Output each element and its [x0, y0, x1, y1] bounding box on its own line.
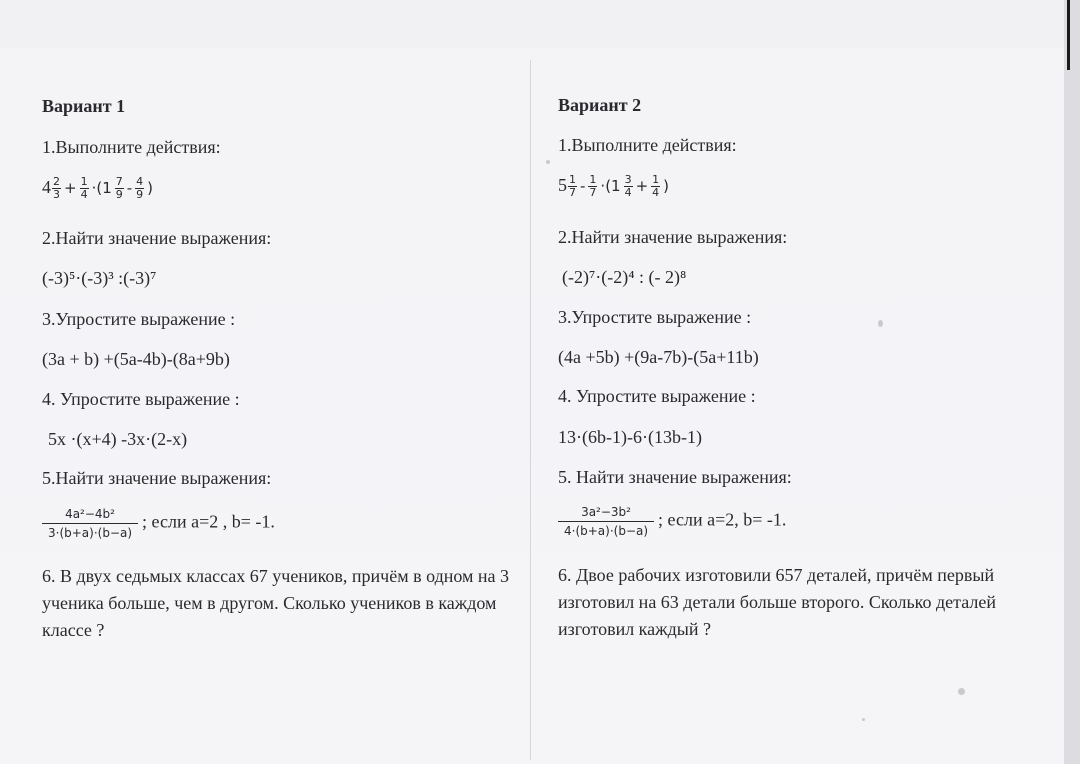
v1-task5-expression: [42, 506, 275, 546]
v2-task4-label: 4. Упростите выражение :: [558, 386, 756, 406]
v2-task5-label: 5. Найти значение выражения:: [558, 467, 792, 487]
v2-task5-expression: [558, 504, 786, 544]
v1-task3-expression: (3a + b) +(5a-4b)-(8a+9b): [42, 349, 230, 369]
v2-operator: -: [580, 177, 586, 195]
v2-task5-fraction: $\frac{\text{3a²−3b²}}{4\cdot(b+a)\cdot(b-a)}$: [558, 504, 654, 539]
v1-task3-label: 3.Упростите выражение :: [42, 309, 236, 329]
scan-speck: [958, 688, 965, 695]
variant-1-title: Вариант 1: [42, 96, 126, 116]
v1-fraction: $\frac{7}{9}$: [115, 175, 123, 202]
scan-speck: [862, 718, 865, 721]
v2-mixed-integer: 5: [558, 175, 567, 195]
v1-task5-condition: ; если a=2 , b= -1.: [142, 511, 275, 532]
v2-task3-label: 3.Упростите выражение :: [558, 307, 752, 327]
v1-multiply-paren: ·(1: [91, 179, 112, 197]
scan-top-margin: [0, 0, 1064, 48]
v1-operator: -: [126, 179, 133, 197]
v1-task1-expression: [42, 176, 155, 208]
column-divider: [530, 60, 531, 760]
v1-fraction: $\frac{2}{3}$: [53, 175, 60, 202]
v1-task2-expression: (-3)⁵·(-3)³ :(-3)⁷: [42, 268, 157, 288]
v1-task4-expression: 5x ·(x+4) -3x·(2-x): [48, 429, 188, 449]
v2-task4-expression: 13·(6b-1)-6·(13b-1): [558, 427, 702, 447]
v2-task2-label: 2.Найти значение выражения:: [558, 227, 788, 247]
v1-task1-label: 1.Выполните действия:: [42, 137, 221, 157]
v2-task6-text: 6. Двое рабочих изготовили 657 деталей, причём первый изготовил на 63 детали больше второго. Сколько деталей изготовил каждый ?: [558, 565, 996, 639]
v1-close-paren: ): [147, 179, 154, 197]
scan-speck: [878, 320, 883, 327]
v2-fraction: $\frac{1}{7}$: [589, 173, 597, 200]
v2-close-paren: ): [663, 177, 670, 195]
v1-task4-label: 4. Упростите выражение :: [42, 389, 240, 409]
v1-task6-text: 6. В двух седьмых классах 67 учеников, причём в одном на 3 ученика больше, чем в другом. Сколько учеников в каждом классе ?: [42, 566, 510, 640]
v2-fraction: $\frac{3}{4}$: [624, 173, 632, 200]
v2-task3-expression: (4a +5b) +(9a-7b)-(5a+11b): [558, 347, 759, 367]
v1-operator: +: [64, 179, 77, 197]
v2-fraction: $\frac{1}{4}$: [652, 173, 660, 200]
v2-task1-expression: [558, 174, 671, 206]
scan-edge-shadow: [1067, 0, 1070, 70]
v2-fraction: $\frac{1}{7}$: [569, 173, 576, 200]
v2-multiply-paren: ·(1: [600, 177, 621, 195]
v2-task5-condition: ; если a=2, b= -1.: [658, 509, 787, 530]
v2-task1-label: 1.Выполните действия:: [558, 135, 737, 155]
variant-2-title: Вариант 2: [558, 95, 642, 115]
v1-mixed-integer: 4: [42, 177, 51, 197]
v1-fraction: $\frac{4}{9}$: [136, 175, 144, 202]
v1-task5-label: 5.Найти значение выражения:: [42, 468, 272, 488]
v2-task2-expression: (-2)⁷·(-2)⁴ : (- 2)⁸: [562, 267, 687, 287]
scan-right-edge: [1064, 0, 1080, 764]
scan-speck: [546, 160, 550, 164]
v1-task2-label: 2.Найти значение выражения:: [42, 228, 272, 248]
v1-task5-fraction: $\frac{\text{4a²−4b²}}{3\cdot(b+a)\cdot(b-a)}$: [42, 506, 138, 541]
v1-fraction: $\frac{1}{4}$: [80, 175, 88, 202]
v2-operator: +: [635, 177, 649, 195]
